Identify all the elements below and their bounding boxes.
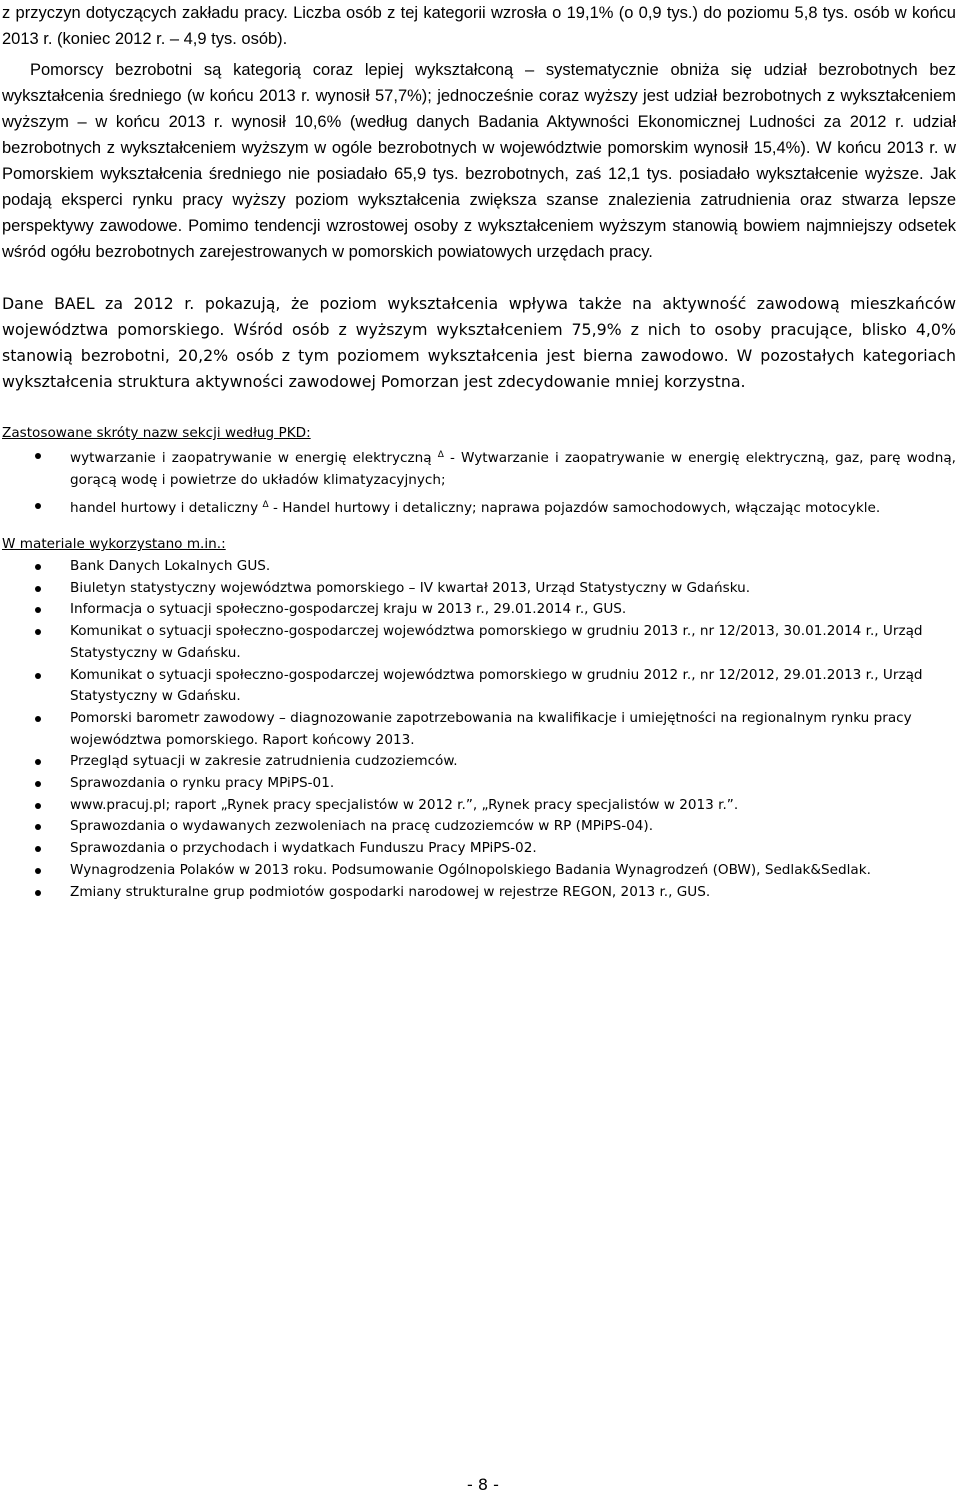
bullet-icon — [35, 824, 41, 830]
abbreviations-list — [0, 445, 956, 524]
list-item — [0, 445, 956, 491]
bullet-icon — [35, 846, 41, 852]
source-text: Sprawozdania o wydawanych zezwoleniach na pracę cudzoziemców w RP (MPiPS-04). — [70, 818, 654, 835]
source-item — [0, 816, 956, 838]
source-text: Komunikat o sytuacji społeczno-gospodarczej województwa pomorskiego w grudniu 2012 r., nr 12/2012, 29.01.2013 r., Urząd Statystyczny w Gdańsku. — [70, 666, 923, 705]
bullet-icon — [35, 890, 41, 896]
source-text: Przegląd sytuacji w zakresie zatrudnienia cudzoziemców. — [70, 753, 458, 770]
bullet-icon — [35, 716, 41, 722]
abbreviation-short: handel hurtowy i detaliczny — [70, 500, 259, 517]
abbreviation-short: wytwarzanie i zaopatrywanie w energię elektryczną — [70, 450, 432, 466]
bullet-icon — [35, 781, 41, 787]
bullet-icon — [35, 759, 41, 765]
source-item — [0, 578, 956, 600]
source-text: Informacja o sytuacji społeczno-gospodarczej kraju w 2013 r., 29.01.2014 r., GUS. — [70, 601, 627, 618]
list-item — [0, 495, 956, 520]
source-text: Komunikat o sytuacji społeczno-gospodarczej województwa pomorskiego w grudniu 2013 r., nr 12/2013, 30.01.2014 r., Urząd Statystyczny w Gdańsku. — [70, 623, 923, 661]
source-item — [0, 599, 956, 621]
paragraph-unemployment-dismissals: z przyczyn dotyczących zakładu pracy. Liczba osób z tej kategorii wzrosła o 19,1% (o 0,9 tys.) do poziomu 5,8 tys. osób w końcu 2013 r. (koniec 2012 r. – 4,9 tys. osób). — [2, 4, 956, 48]
paragraph-education-text: Pomorscy bezrobotni są kategorią coraz lepiej wykształconą – systematycznie obniża się udział bezrobotnych bez wykształcenia średniego (w końcu 2013 r. wynosił 57,7%); jednocześnie coraz wyższy jest udział bezrobotnych z wykształceniem wyższym – w końcu 2013 r. wynosił 10,6% (według danych Badania Aktywności Ekonomicznej Ludności za 2012 r. udział bezrobotnych z wykształceniem wyższym w ogóle bezrobotnych w województwie pomorskim wynosił 15,4%). W końcu 2013 r. w Pomorskiem wykształcenia średniego nie posiadało 65,9 tys. bezrobotnych, zaś 12,1 tys. posiadało wykształcenie wyższe. Jak podają eksperci rynku pracy wyższy poziom wykształcenia zwiększa szanse znalezienia zatrudnienia oraz stwarza lepsze perspektywy zawodowe. Pomimo tendencji wzrostowej osoby z wykształceniem wyższym stanowią bowiem najmniejszy odsetek wśród ogółu bezrobotnych zarejestrowanych w pomorskich powiatowych urzędach pracy. — [2, 61, 956, 261]
source-item — [0, 708, 956, 751]
source-item — [0, 556, 956, 578]
source-item — [0, 795, 956, 817]
sources-list — [0, 556, 956, 903]
bullet-icon — [35, 629, 41, 635]
bullet-icon — [35, 564, 41, 570]
delta-mark: Δ — [262, 500, 269, 511]
source-text: Biuletyn statystyczny województwa pomorskiego – IV kwartał 2013, Urząd Statystyczny w Gdańsku. — [70, 579, 751, 596]
source-text: www.pracuj.pl; raport „Rynek pracy specjalistów w 2012 r.”, „Rynek pracy specjalistów w 2013 r.”. — [70, 796, 739, 813]
source-item — [0, 621, 956, 664]
bullet-icon — [35, 673, 41, 679]
abbreviation-full: - Handel hurtowy i detaliczny; naprawa pojazdów samochodowych, włączając motocykle. — [268, 500, 881, 517]
source-item — [0, 860, 956, 882]
source-item — [0, 773, 956, 795]
source-text: Sprawozdania o przychodach i wydatkach Funduszu Pracy MPiPS-02. — [70, 840, 537, 857]
bullet-icon — [35, 503, 41, 509]
bullet-icon — [35, 607, 41, 613]
source-item — [0, 751, 956, 773]
delta-mark: Δ — [437, 450, 444, 460]
source-text: Zmiany strukturalne grup podmiotów gospodarki narodowej w rejestrze REGON, 2013 r., GUS. — [70, 883, 711, 900]
source-text: Sprawozdania o rynku pracy MPiPS-01. — [70, 775, 335, 792]
sources-title: W materiale wykorzystano m.in.: — [2, 536, 226, 552]
abbreviations-title: Zastosowane skróty nazw sekcji według PKD: — [2, 425, 311, 441]
source-item — [0, 665, 956, 708]
source-text: Bank Danych Lokalnych GUS. — [70, 558, 271, 574]
source-item — [0, 838, 956, 860]
bullet-icon — [35, 803, 41, 809]
source-item — [0, 882, 956, 904]
source-text: Pomorski barometr zawodowy – diagnozowanie zapotrzebowania na kwalifikacje i umiejętności na regionalnym rynku pracy województwa pomorskiego. Raport końcowy 2013. — [70, 709, 912, 748]
abbreviation-full: - Wytwarzanie i zaopatrywanie w energię elektryczną, gaz, parę wodną, gorącą wodę i powietrze do układów klimatyzacyjnych; — [70, 450, 957, 488]
paragraph-education-level — [2, 57, 956, 265]
page-number: - 8 - — [467, 1475, 499, 1494]
bullet-icon — [35, 453, 41, 459]
bullet-icon — [35, 586, 41, 592]
source-text: Wynagrodzenia Polaków w 2013 roku. Podsumowanie Ogólnopolskiego Badania Wynagrodzeń (OBW), Sedlak&Sedlak. — [70, 861, 871, 878]
bullet-icon — [35, 868, 41, 874]
paragraph-bael-data: Dane BAEL za 2012 r. pokazują, że poziom wykształcenia wpływa także na aktywność zawodową mieszkańców województwa pomorskiego. Wśród osób z wyższym wykształceniem 75,9% z nich to osoby pracujące, blisko 4,0% stanowią bezrobotni, 20,2% osób z tym poziomem wykształcenia jest bierna zawodowo. W pozostałych kategoriach wykształcenia struktura aktywności zawodowej Pomorzan jest zdecydowanie mniej korzystna. — [2, 294, 956, 391]
